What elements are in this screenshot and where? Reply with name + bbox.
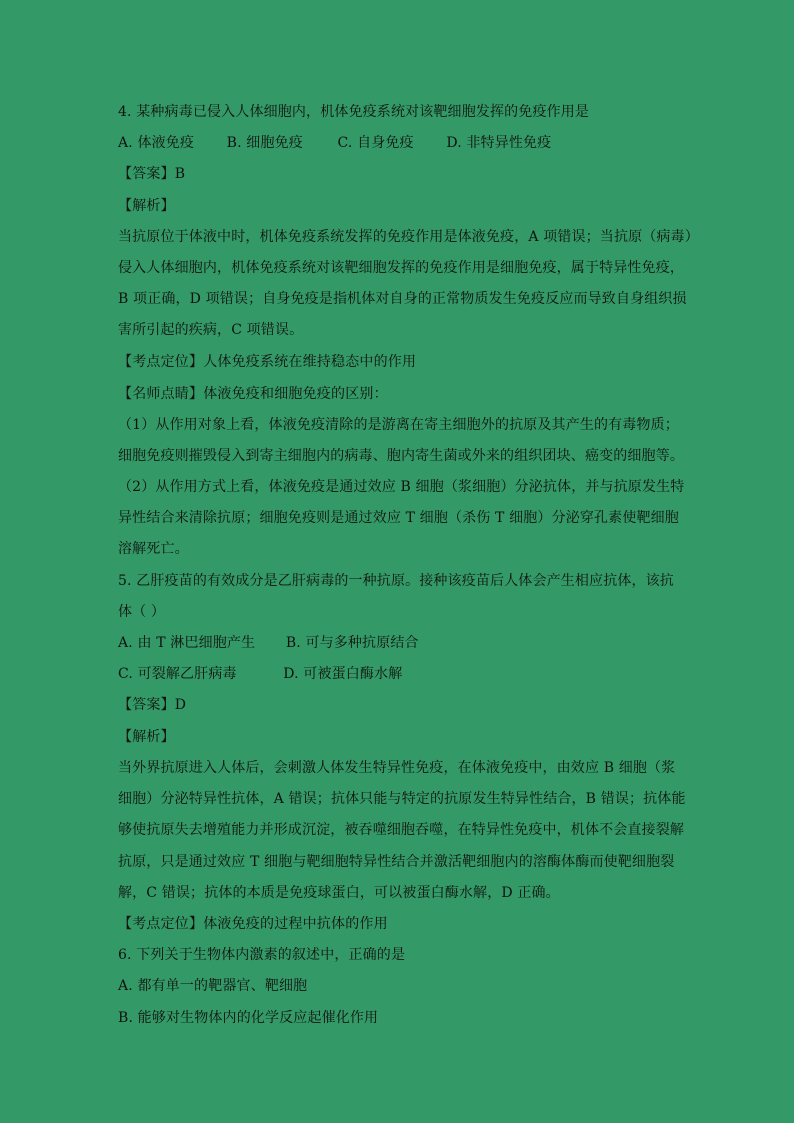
q5-option-b: B. 可与多种抗原结合 [285, 635, 419, 651]
q4-option-c: C. 自身免疫 [337, 135, 414, 151]
q5-analysis-line: 细胞）分泌特异性抗体，A 错误；抗体只能与特定的抗原发生特异性结合，B 错误；抗体能 [118, 791, 686, 807]
q5-option-c: C. 可裂解乙肝病毒 [118, 666, 237, 682]
q4-mingshi-line: （2）从作用方式上看，体液免疫是通过效应 B 细胞（浆细胞）分泌抗体，并与抗原发生特 [118, 479, 685, 495]
q5-options-row1 [118, 634, 678, 652]
q5-question-line2: 体（ ） [118, 604, 166, 620]
q4-mingshi-line: 细胞免疫则摧毁侵入到寄主细胞内的病毒、胞内寄生菌或外来的组织团块、癌变的细胞等。 [118, 448, 684, 464]
q6-option-b: B. 能够对生物体内的化学反应起催化作用 [118, 1010, 379, 1026]
q4-option-b: B. 细胞免疫 [226, 135, 303, 151]
q4-options [118, 134, 678, 152]
q5-answer: 【答案】D [118, 697, 187, 713]
q5-analysis-line: 解，C 错误；抗体的本质是免疫球蛋白，可以被蛋白酶水解，D 正确。 [118, 885, 560, 901]
q4-analysis-line: 侵入人体细胞内，机体免疫系统对该靶细胞发挥的免疫作用是细胞免疫，属于特异性免疫， [118, 260, 684, 276]
q5-analysis-line: 当外界抗原进入人体后，会刺激人体发生特异性免疫，在体液免疫中，由效应 B 细胞（浆 [118, 760, 676, 776]
q4-mingshi-title: 【名师点睛】体液免疫和细胞免疫的区别： [118, 386, 388, 402]
q4-analysis-line: B 项正确，D 项错误；自身免疫是指机体对自身的正常物质发生免疫反应而导致自身组织损 [118, 291, 687, 307]
q4-analysis-line: 当抗原位于体液中时，机体免疫系统发挥的免疫作用是体液免疫，A 项错误；当抗原（病毒） [118, 229, 699, 245]
q5-analysis-label: 【解析】 [118, 729, 175, 745]
q4-kaodian: 【考点定位】人体免疫系统在维持稳态中的作用 [118, 354, 417, 370]
q5-option-a: A. 由 T 淋巴细胞产生 [118, 635, 256, 651]
q6-option-a: A. 都有单一的靶器官、靶细胞 [118, 978, 308, 994]
q4-mingshi-line: 异性结合来清除抗原；细胞免疫则是通过效应 T 细胞（杀伤 T 细胞）分泌穿孔素使靶细胞 [118, 510, 679, 526]
q5-question-line1: 5. 乙肝疫苗的有效成分是乙肝病毒的一种抗原。接种该疫苗后人体会产生相应抗体，该抗 [118, 573, 674, 589]
q6-question: 6. 下列关于生物体内激素的叙述中，正确的是 [118, 947, 406, 963]
q4-mingshi-line: （1）从作用对象上看，体液免疫清除的是游离在寄主细胞外的抗原及其产生的有毒物质； [118, 417, 679, 433]
q4-answer: 【答案】B [118, 166, 186, 182]
q4-option-d: D. 非特异性免疫 [446, 135, 552, 151]
q4-analysis-label: 【解析】 [118, 198, 175, 214]
q5-kaodian: 【考点定位】体液免疫的过程中抗体的作用 [118, 916, 388, 932]
q5-analysis-line: 抗原，只是通过效应 T 细胞与靶细胞特异性结合并激活靶细胞内的溶酶体酶而使靶细胞裂 [118, 854, 675, 870]
q4-analysis-line: 害所引起的疾病，C 项错误。 [118, 322, 304, 338]
q4-question: 4. 某种病毒已侵入人体细胞内，机体免疫系统对该靶细胞发挥的免疫作用是 [118, 104, 590, 120]
q4-mingshi-line: 溶解死亡。 [118, 541, 189, 557]
q5-analysis-line: 够使抗原失去增殖能力并形成沉淀，被吞噬细胞吞噬，在特异性免疫中，机体不会直接裂解 [118, 822, 684, 838]
q4-option-a: A. 体液免疫 [118, 135, 195, 151]
q5-option-d: D. 可被蛋白酶水解 [283, 666, 403, 682]
q5-options-row2 [118, 665, 678, 683]
